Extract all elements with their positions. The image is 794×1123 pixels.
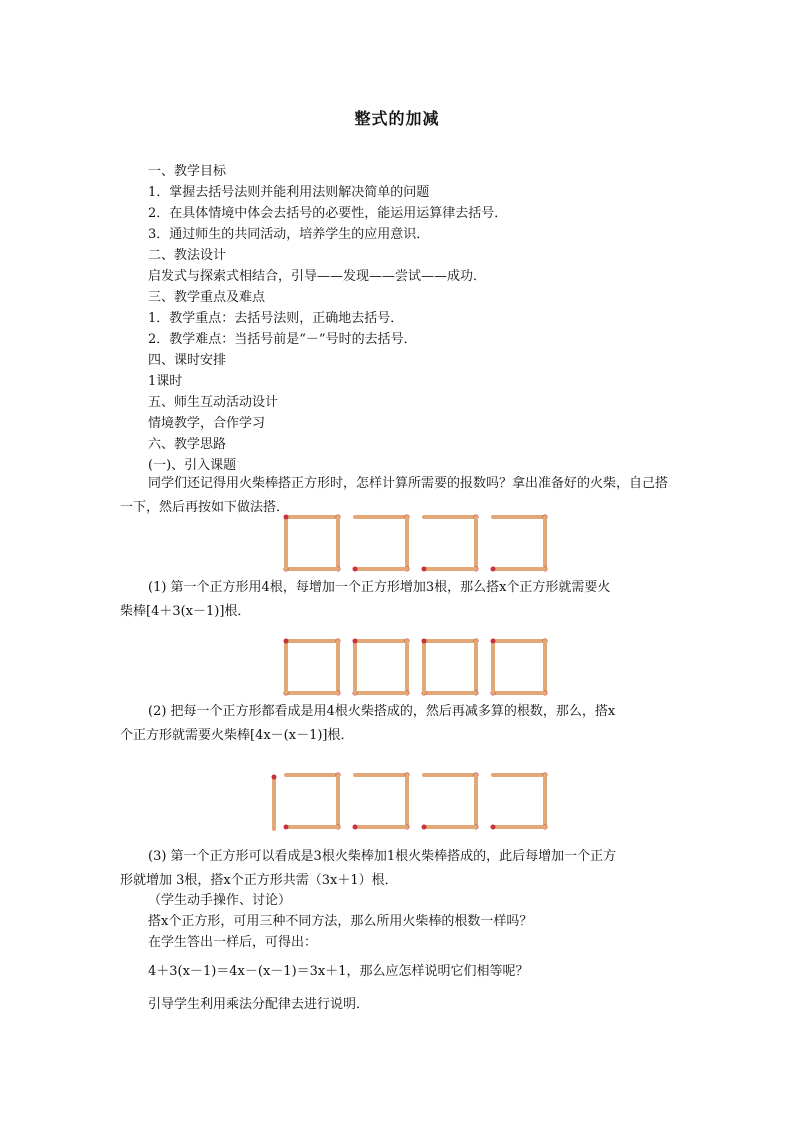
match-head (284, 639, 289, 644)
match-head (353, 639, 358, 644)
match-head (491, 639, 496, 644)
match-head (272, 775, 277, 780)
goal-item: 1．掌握去括号法则并能利用法则解决简单的问题 (148, 185, 430, 200)
section-heading: 一、教学目标 (148, 164, 227, 179)
matchstick-figure-2 (0, 636, 794, 698)
goal-item: 3．通过师生的共同活动，培养学生的应用意识． (148, 227, 430, 242)
match-head (422, 825, 427, 830)
intro-paragraph: 同学们还记得用火柴棒搭正方形时，怎样计算所需要的报数吗？拿出准备好的火柴，自己搭一下，然后再按如下做法搭． (120, 476, 669, 515)
activity-text: 情境教学，合作学习 (148, 416, 266, 431)
method-3-paragraph: (3) 第一个正方形可以看成是3根火柴棒加1根火柴棒搭成的，此后每增加一个正方 形就增加 3根，搭x个正方形共需（3x＋1）根． (120, 849, 617, 888)
section-heading: 二、教法设计 (148, 248, 227, 263)
closing-text: 引导学生利用乘法分配律去进行说明． (148, 997, 370, 1012)
match-head (284, 825, 289, 830)
section-heading: 四、课时安排 (148, 353, 227, 368)
key-point: 2．教学难点：当括号前是“－”号时的去括号． (148, 332, 417, 347)
method-1-paragraph: (1) 第一个正方形用4根，每增加一个正方形增加3根，那么搭x个正方形就需要火 柴棒[4＋3(x－1)]根． (120, 580, 611, 619)
document-title: 整式的加减 (354, 109, 440, 128)
match-head (353, 567, 358, 572)
matchstick-figure-1-svg (0, 512, 794, 574)
method-text: 启发式与探索式相结合，引导——发现——尝试——成功． (148, 269, 487, 284)
equation-text: 4＋3(x－1)＝4x－(x－1)＝3x＋1，那么应怎样说明它们相等呢？ (148, 964, 529, 979)
subsection-heading: (一)、引入课题 (148, 458, 237, 473)
matchstick-figure-3-svg (0, 770, 794, 832)
section-heading: 三、教学重点及难点 (148, 290, 266, 305)
answer-intro: 在学生答出一样后，可得出： (148, 935, 318, 950)
matchstick-figure-1 (0, 512, 794, 574)
match-head (491, 567, 496, 572)
key-point: 1．教学重点：去括号法则，正确地去括号． (148, 311, 404, 326)
match-head (353, 825, 358, 830)
schedule-text: 1课时 (148, 374, 183, 389)
section-heading: 六、教学思路 (148, 437, 227, 452)
match-head (284, 515, 289, 520)
matchstick-figure-3 (0, 770, 794, 832)
goal-item: 2．在具体情境中体会去括号的必要性，能运用运算律去括号． (148, 206, 508, 221)
match-head (422, 567, 427, 572)
match-head (491, 825, 496, 830)
question-text: 搭x个正方形，可用三种不同方法，那么所用火柴棒的根数一样吗？ (148, 914, 533, 929)
match-head (422, 639, 427, 644)
matchstick-figure-2-svg (0, 636, 794, 698)
section-heading: 五、师生互动活动设计 (148, 395, 279, 410)
method-2-paragraph: (2) 把每一个正方形都看成是用4根火柴搭成的，然后再减多算的根数，那么，搭x 个正方形就需要火柴棒[4x－(x－1)]根． (120, 704, 616, 743)
discussion-note: （学生动手操作、讨论） (148, 893, 292, 908)
